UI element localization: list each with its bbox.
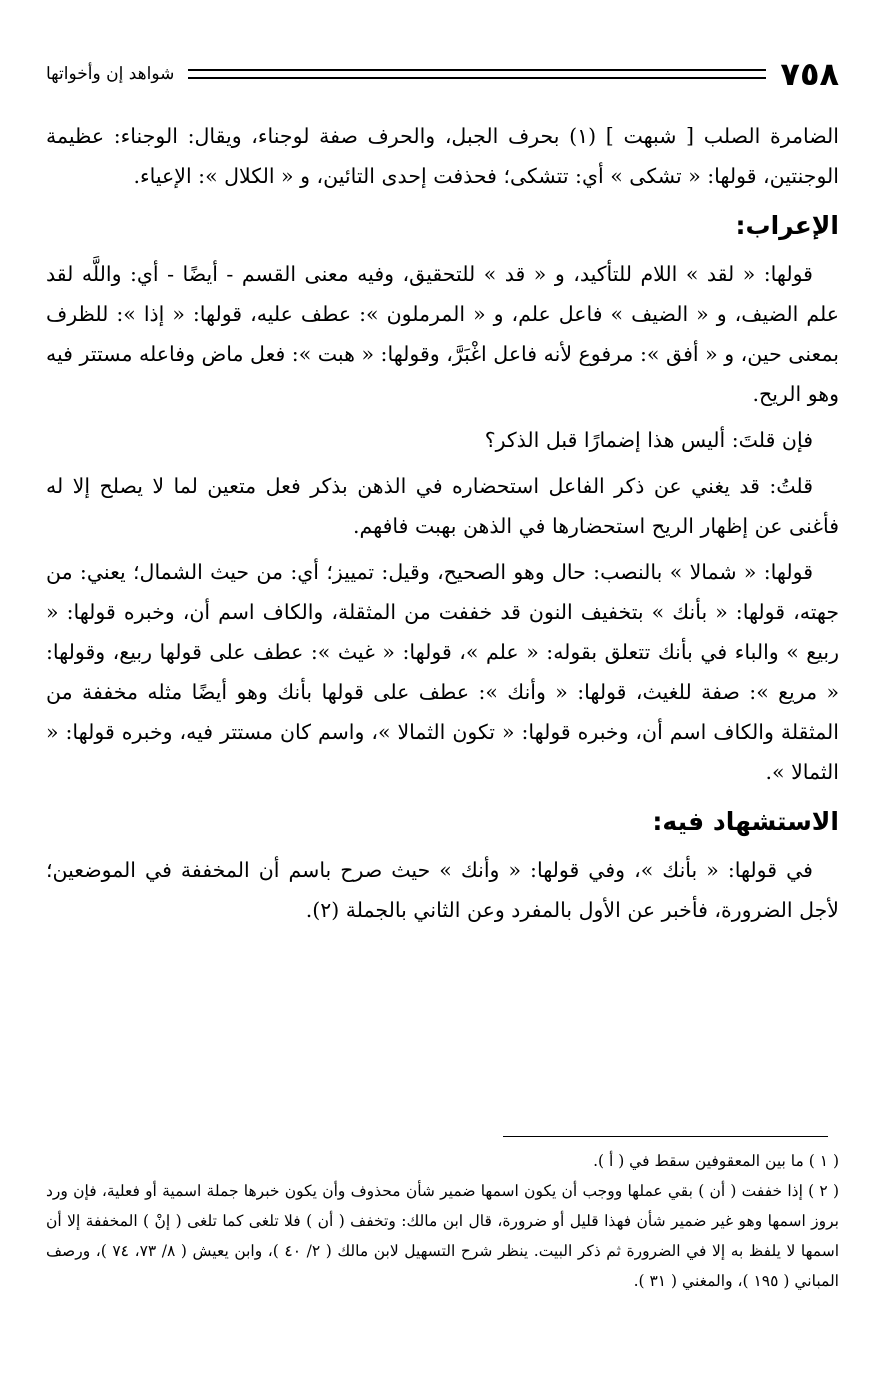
paragraph-shamalan: قولها: « شمالا » بالنصب: حال وهو الصحيح، وقيل: تمييز؛ أي: من حيث الشمال؛ يعني: من جهته، قولها: « بأنك » بتخفيف النون قد خففت من المثقلة، والكاف اسم أن، وخبره قولها: « ربيع » والباء في بأنك تتعلق بقوله: « علم »، قولها: « غيث »: عطف على قولها ربيع، وقولها: « مريع »: صفة للغيث، قولها: « وأنك »: عطف على قولها بأنك وهو أيضًا مثله مخففة من المثقلة والكاف اسم أن، وخبره قولها: « تكون الثمالا »، واسم كان مستتر فيه، وخبره قولها: « الثمالا ». [46, 560, 839, 784]
section-heading-irab: الإعراب: [735, 211, 839, 240]
footnote-2: ( ٢ ) إذا خففت ( أن ) بقي عملها ووجب أن يكون اسمها ضمير شأن محذوف وأن يكون خبرها جملة اسمية أو فعلية، فإن ورد بروز اسمها وهو غير ضمير شأن فهذا قليل أو ضرورة، قال ابن مالك: وتخفف ( أن ) فلا تلغى كما تلغى ( إنْ ) المخففة إلا أن اسمها لا يلفظ به إلا في الضرورة ثم ذكر البيت. ينظر شرح التسهيل لابن مالك ( ٢/ ٤٠ )، وابن يعيش ( ٨/ ٧٣، ٧٤ )، ورصف المباني ( ١٩٥ )، والمغني ( ٣١ ). [46, 1182, 839, 1290]
paragraph-irab: قولها: « لقد » اللام للتأكيد، و « قد » للتحقيق، وفيه معنى القسم - أيضًا - أي: واللَّه لقد علم الضيف، و « الضيف » فاعل علم، و « المرملون »: عطف عليه، قولها: « إذا »: للظرف بمعنى حين، و « أفق »: مرفوع لأنه فاعل اغْبَرَّ، وقولها: « هبت »: فعل ماض وفاعله مستتر فيه وهو الريح. [46, 262, 839, 406]
main-text [46, 116, 839, 930]
paragraph-question: فإن قلتَ: أليس هذا إضمارًا قبل الذكر؟ [484, 428, 813, 452]
footnote-separator [503, 1136, 828, 1137]
paragraph-answer: قلتُ: قد يغني عن ذكر الفاعل استحضاره في الذهن بذكر فعل متعين لما لا يصلح إلا له فأغنى عن إظهار الريح استحضارها في الذهن بهبت فافهم. [46, 474, 839, 538]
page-header [46, 52, 839, 96]
page-number: ٧٥٨ [780, 55, 839, 93]
paragraph-istishhad: في قولها: « بأنك »، وفي قولها: « وأنك » حيث صرح باسم أن المخففة في الموضعين؛ لأجل الضرورة، فأخبر عن الأول بالمفرد وعن الثاني بالجملة (٢). [46, 858, 839, 922]
running-title: شواهد إن وأخواتها [46, 64, 175, 84]
footnotes [46, 1146, 839, 1296]
header-rule [188, 69, 766, 79]
paragraph-description: الضامرة الصلب [ شبهت ] (١) بحرف الجبل، والحرف صفة لوجناء، ويقال: الوجناء: عظيمة الوجنتين، قولها: « تشكى » أي: تتشكى؛ فحذفت إحدى التائين، و « الكلال »: الإعياء. [46, 124, 840, 188]
section-heading-istishhad: الاستشهاد فيه: [652, 807, 839, 836]
footnote-1: ( ١ ) ما بين المعقوفين سقط في ( أ ). [593, 1152, 839, 1170]
